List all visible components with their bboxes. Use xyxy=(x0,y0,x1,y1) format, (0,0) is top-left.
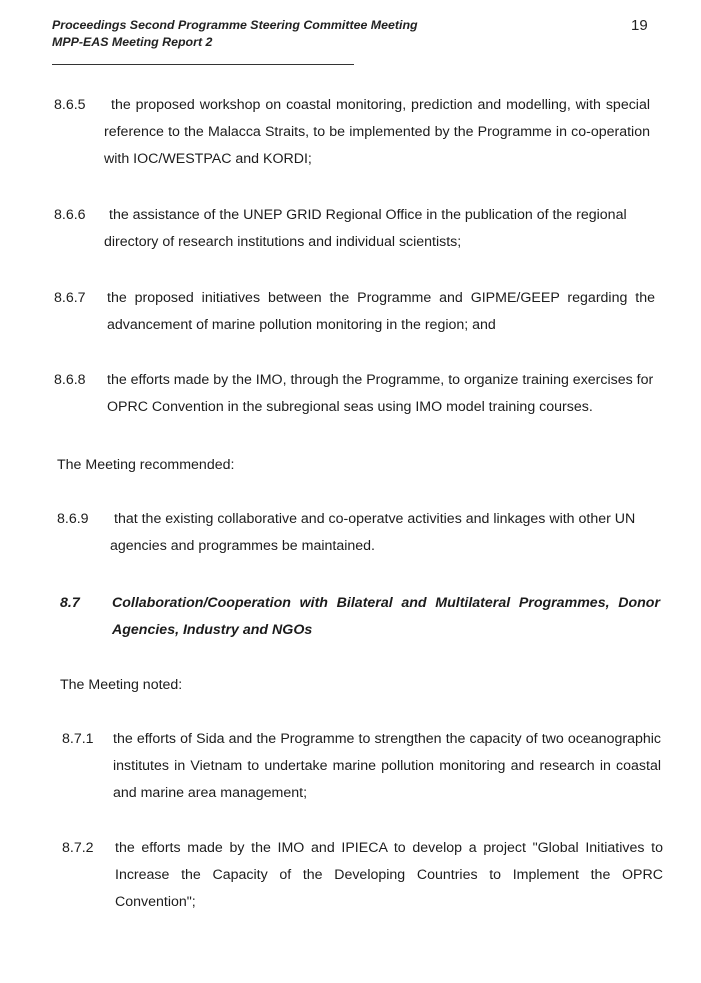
item-number: 8.6.9 xyxy=(57,511,89,527)
running-header-subtitle: MPP-EAS Meeting Report 2 xyxy=(52,35,213,49)
item-text: the efforts of Sida and the Programme to strengthen the capacity of two oceanographic institutes in Vietnam to undertake marine pollution monitoring and research in coastal and marine area management; xyxy=(113,731,661,801)
item-number: 8.6.6 xyxy=(54,207,86,223)
item-text: the proposed initiatives between the Programme and GIPME/GEEP regarding the advancement of marine pollution monitoring in the region; and xyxy=(107,290,655,333)
item-text: the efforts made by the IMO and IPIECA to develop a project "Global Initiatives to Increase the Capacity of the Developing Countries to Implement the OPRC Convention"; xyxy=(115,840,663,910)
section-number: 8.7 xyxy=(60,595,80,611)
item-number: 8.6.8 xyxy=(54,372,86,388)
item-text: the efforts made by the IMO, through the Programme, to organize training exercises for OPRC Convention in the subregional seas using IMO model training courses. xyxy=(107,372,654,415)
header-divider xyxy=(52,64,354,65)
noted-intro: The Meeting noted: xyxy=(60,677,183,693)
item-text: the proposed workshop on coastal monitoring, prediction and modelling, with special reference to the Malacca Straits, to be implemented by the Programme in co-operation with IOC/WESTPAC and KORDI; xyxy=(104,97,650,167)
item-number: 8.7.2 xyxy=(62,840,94,856)
running-header-title: Proceedings Second Programme Steering Committee Meeting xyxy=(52,18,418,32)
item-number: 8.7.1 xyxy=(62,731,94,747)
recommended-intro: The Meeting recommended: xyxy=(57,457,235,473)
item-number: 8.6.5 xyxy=(54,97,86,113)
item-text: that the existing collaborative and co-operatve activities and linkages with other UN agencies and programmes be maintained. xyxy=(110,511,636,554)
page-number: 19 xyxy=(631,17,648,34)
item-text: the assistance of the UNEP GRID Regional Office in the publication of the regional directory of research institutions and individual scientists; xyxy=(104,207,627,250)
section-title: Collaboration/Cooperation with Bilateral and Multilateral Programmes, Donor Agencies, Industry and NGOs xyxy=(112,595,660,638)
item-number: 8.6.7 xyxy=(54,290,86,306)
